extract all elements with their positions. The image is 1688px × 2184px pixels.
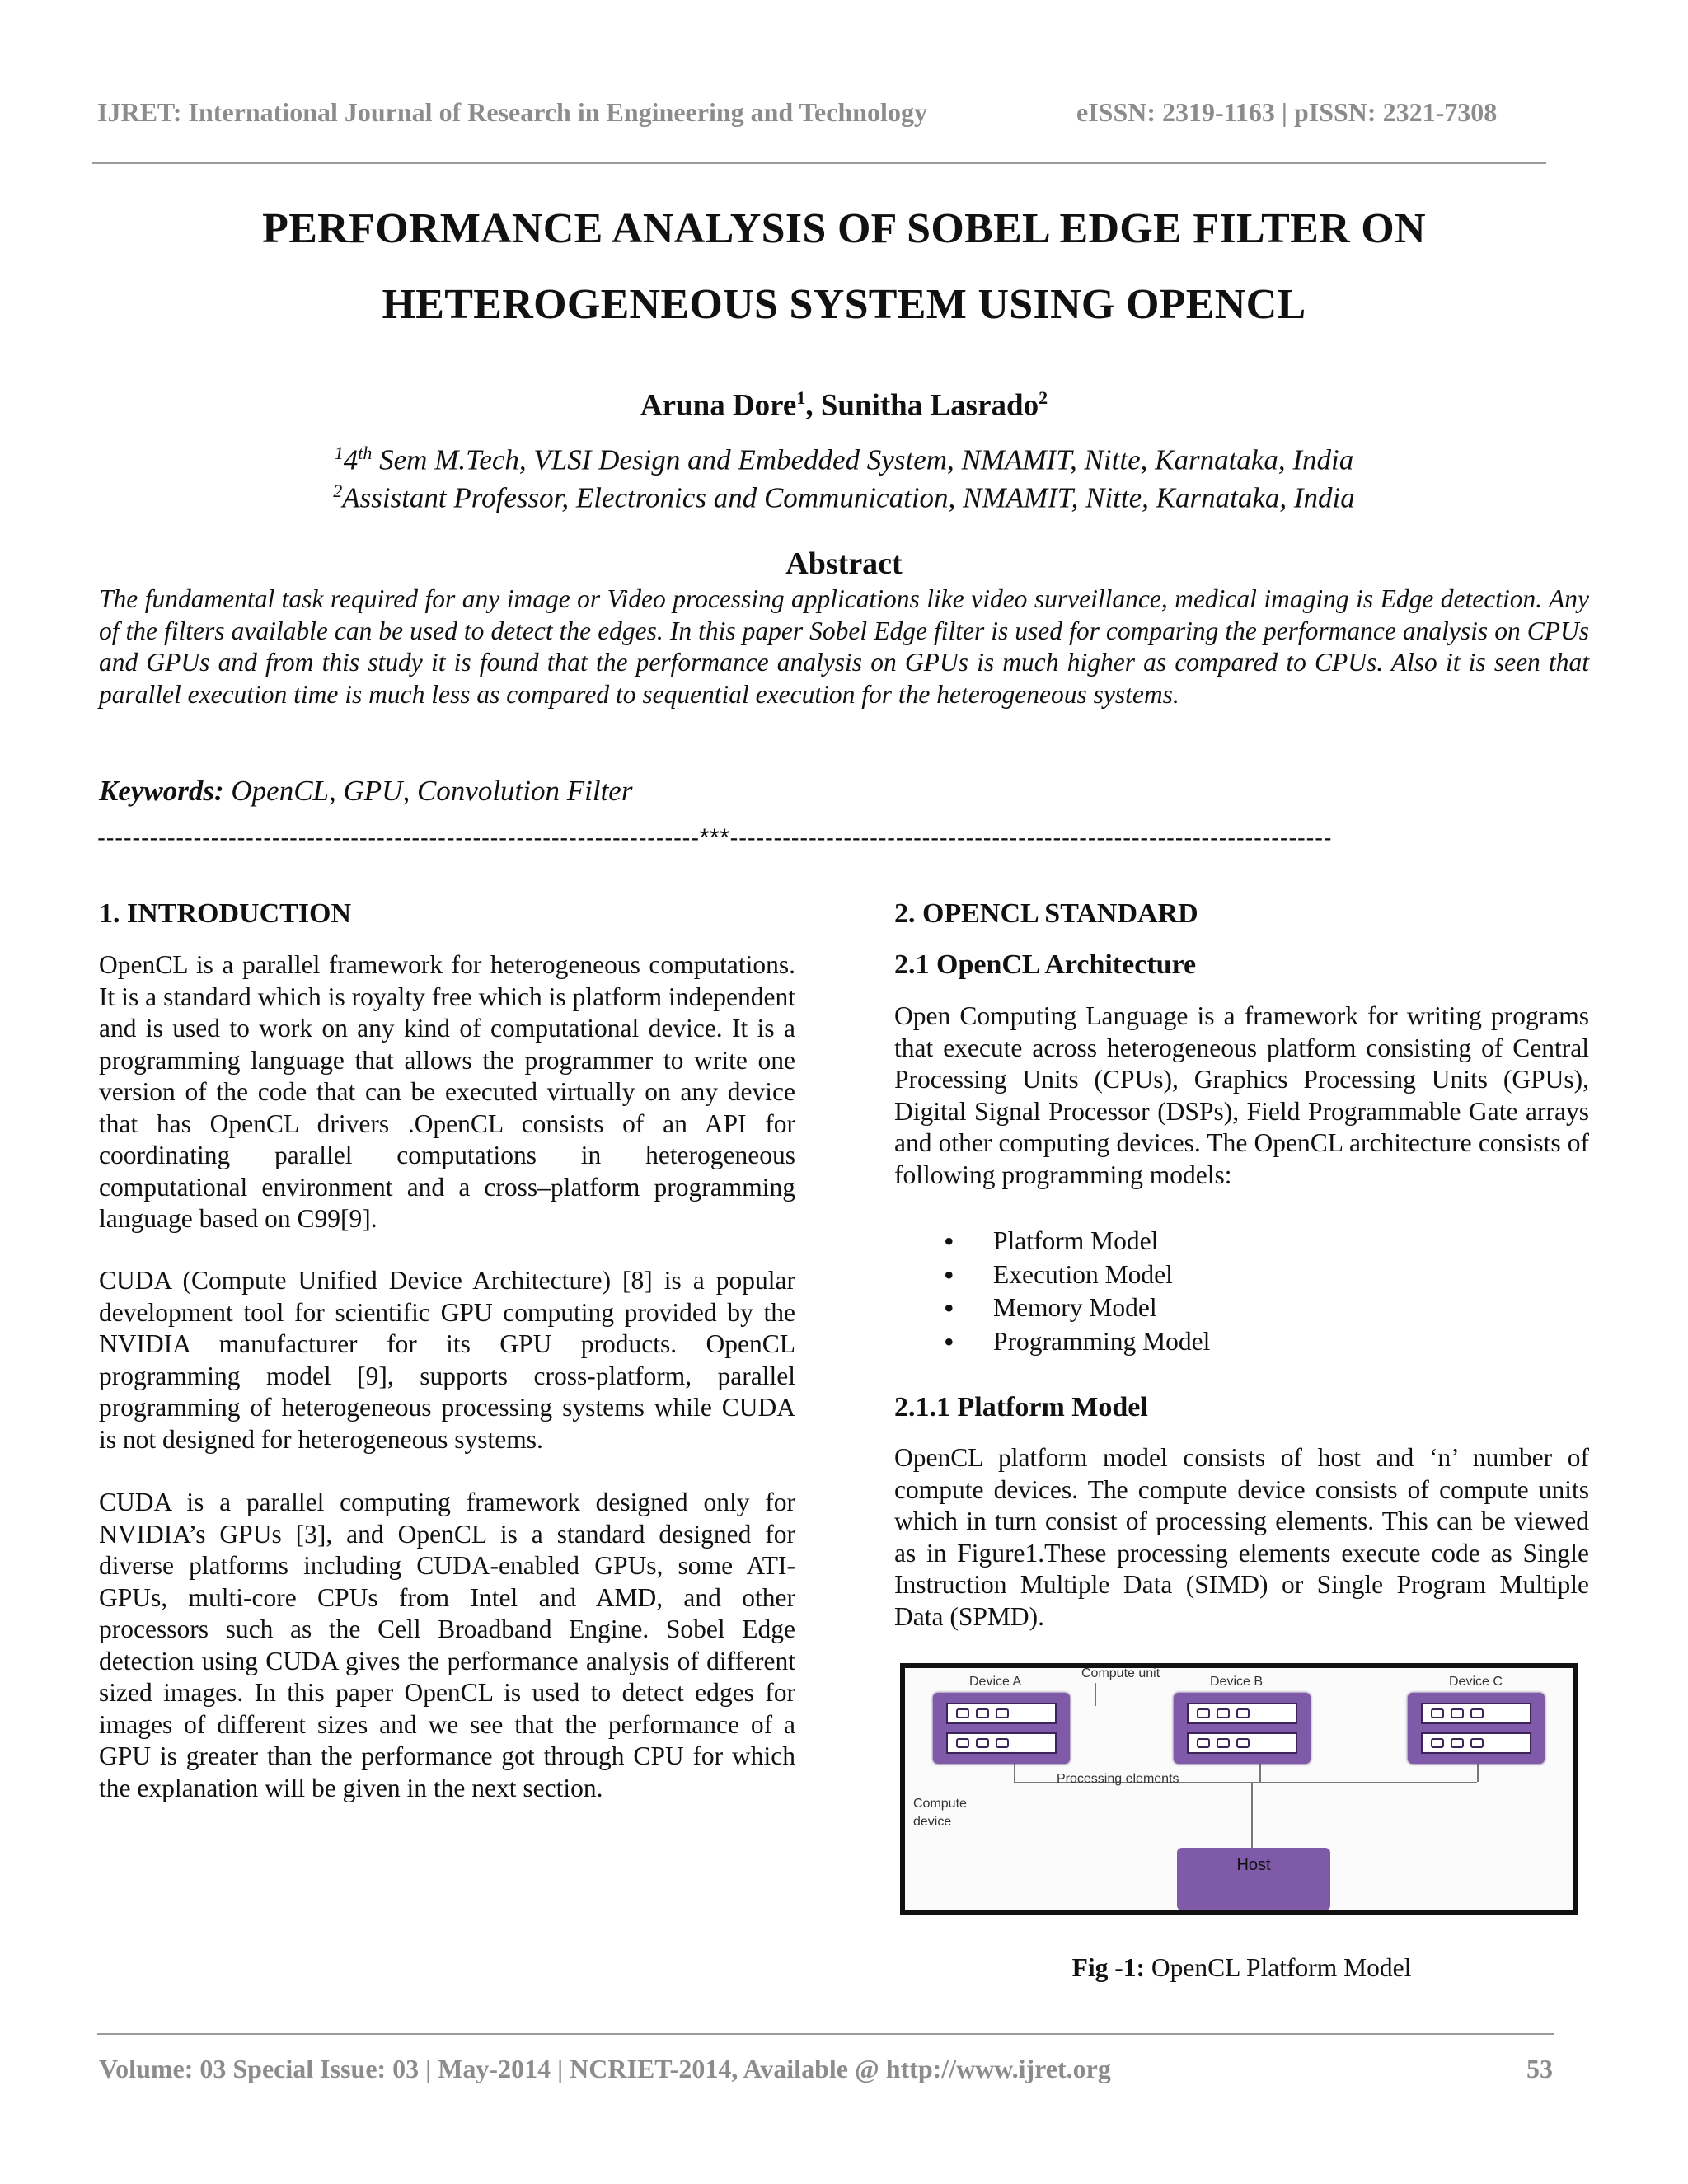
paper-title-line-2: HETEROGENEOUS SYSTEM USING OPENCL — [382, 281, 1306, 328]
figure-caption — [894, 1953, 1589, 1983]
introduction-paragraph-2: CUDA (Compute Unified Device Architecture) [8] is a popular development tool for scientific GPU computing provided by the NVIDIA manufacturer for its GPU products. OpenCL programming model [9], supports cross-platform, parallel programming of heterogeneous processing systems while CUDA is not designed for heterogeneous systems. — [99, 1266, 795, 1454]
processing-elements-label: Processing elements — [1057, 1772, 1179, 1786]
abstract-heading: Abstract — [785, 546, 903, 581]
opencl-architecture-heading: 2.1 OpenCL Architecture — [894, 949, 1197, 980]
affiliation-2 — [0, 480, 1688, 515]
processing-element — [1470, 1738, 1484, 1748]
processing-element — [976, 1738, 989, 1748]
affiliation-1-text: Sem M.Tech, VLSI Design and Embedded System, NMAMIT, Nitte, Karnataka, India — [372, 443, 1354, 476]
list-item: • Programming Model — [894, 1325, 1589, 1359]
authors — [0, 387, 1688, 423]
keywords-label: Keywords: — [99, 775, 224, 807]
processing-element — [976, 1708, 989, 1718]
device-b-label: Device B — [1210, 1675, 1264, 1689]
abstract-body: The fundamental task required for any image or Video processing applications like video surveillance, medical imaging is Edge detection. Any of the filters available can be used to detect the edges. In this paper Sobel Edge filter is used for comparing the performance analysis on CPUs and GPUs and from this study it is found that the performance analysis on GPUs is much higher as compared to CPUs. Also it is seen that parallel execution time is much less as compared to sequential execution for the heterogeneous systems. — [99, 584, 1589, 709]
pointer-line — [1095, 1683, 1096, 1706]
processing-element — [1217, 1708, 1230, 1718]
keywords-value: OpenCL, GPU, Convolution Filter — [223, 775, 633, 807]
compute-unit — [1187, 1732, 1297, 1754]
issn: eISSN: 2319-1163 | pISSN: 2321-7308 — [1076, 97, 1498, 127]
compute-unit — [1421, 1703, 1531, 1724]
page-number: 53 — [1526, 2054, 1553, 2083]
header-rule — [92, 162, 1546, 164]
author-1-sup: 1 — [796, 387, 806, 408]
affiliation-1-sup: 1 — [334, 443, 344, 463]
compute-unit-label: Compute unit — [1081, 1666, 1160, 1680]
processing-element — [1236, 1738, 1250, 1748]
affiliation-1-ordinal: 4 — [343, 443, 359, 476]
list-item: • Memory Model — [894, 1291, 1589, 1325]
author-1: Aruna Dore — [640, 388, 797, 423]
paper-title-line-1: PERFORMANCE ANALYSIS OF SOBEL EDGE FILTER ON — [262, 205, 1426, 252]
opencl-standard-heading: 2. OPENCL STANDARD — [894, 898, 1198, 929]
figure-caption-label: Fig -1: — [1071, 1953, 1145, 1982]
affiliation-2-sup: 2 — [333, 480, 343, 501]
author-2: Sunitha Lasrado — [820, 388, 1039, 423]
compute-unit — [946, 1732, 1057, 1754]
device-a-label: Device A — [969, 1675, 1022, 1689]
introduction-paragraph-1: OpenCL is a parallel framework for heterogeneous computations. It is a standard which is royalty free which is platform independent and is used to work on any kind of computational device. It is a programming language that allows the programmer to write one version of the code that can be executed virtually on any device that has OpenCL drivers .OpenCL consists of an API for coordinating parallel computations in heterogeneous computational environment and a cross–platform programming language based on C99[9]. — [99, 950, 795, 1233]
affiliation-1-ordinal-sup: th — [358, 443, 373, 463]
introduction-heading: 1. INTRODUCTION — [99, 898, 352, 929]
host-box — [1177, 1848, 1330, 1910]
list-item: • Execution Model — [894, 1258, 1589, 1292]
programming-models-list — [894, 1225, 1589, 1358]
connector-line — [1251, 1782, 1253, 1848]
footer-volume: Volume: 03 Special Issue: 03 | May-2014 | NCRIET-2014, Available @ http://www.ijret.org — [99, 2054, 1111, 2083]
journal-name: IJRET: International Journal of Research in Engineering and Technology — [97, 97, 927, 127]
compute-unit — [946, 1703, 1057, 1724]
processing-element — [996, 1738, 1009, 1748]
compute-device-label-line-1: Compute — [913, 1797, 967, 1811]
processing-element — [1197, 1738, 1210, 1748]
processing-element — [1197, 1708, 1210, 1718]
footer-rule — [97, 2033, 1554, 2035]
compute-unit — [1421, 1732, 1531, 1754]
processing-element — [956, 1708, 969, 1718]
author-separator: , — [805, 388, 821, 423]
processing-element — [1236, 1708, 1250, 1718]
processing-element — [956, 1738, 969, 1748]
processing-element — [1451, 1738, 1464, 1748]
platform-model-body: OpenCL platform model consists of host and ‘n’ number of compute devices. The compute device consists of compute units which in turn consist of processing elements. This can be viewed as in Figure1.These processing elements execute code as Single Instruction Multiple Data (SIMD) or Single Program Multiple Data (SPMD). — [894, 1443, 1589, 1631]
section-separator: ---------------------------------------------------------------------***--------------------------------------------------------------------- — [97, 824, 1333, 851]
processing-element — [996, 1708, 1009, 1718]
host-label: Host — [1236, 1856, 1271, 1874]
affiliation-2-text: Assistant Professor, Electronics and Communication, NMAMIT, Nitte, Karnataka, India — [342, 481, 1355, 514]
processing-element — [1431, 1708, 1444, 1718]
device-b — [1174, 1693, 1311, 1764]
compute-device-label-line-2: device — [913, 1815, 952, 1829]
keywords — [99, 775, 632, 808]
processing-element — [1470, 1708, 1484, 1718]
author-2-sup: 2 — [1039, 387, 1048, 408]
device-a — [933, 1693, 1070, 1764]
processing-element — [1451, 1708, 1464, 1718]
list-item: • Platform Model — [894, 1225, 1589, 1258]
platform-model-heading: 2.1.1 Platform Model — [894, 1392, 1148, 1422]
figure-caption-text: OpenCL Platform Model — [1144, 1953, 1412, 1982]
device-c — [1408, 1693, 1545, 1764]
processing-element — [1431, 1738, 1444, 1748]
opencl-architecture-body: Open Computing Language is a framework for writing programs that execute across heterogeneous platform consisting of Central Processing Units (CPUs), Graphics Processing Units (GPUs), Digital Signal Processor (DSPs), Field Programmable Gate arrays and other computing devices. The OpenCL architecture consists of following programming models: — [894, 1001, 1589, 1189]
compute-unit — [1187, 1703, 1297, 1724]
introduction-paragraph-3: CUDA is a parallel computing framework designed only for NVIDIA’s GPUs [3], and OpenCL is a standard designed for diverse platforms including CUDA-enabled GPUs, some ATI-GPUs, multi-core CPUs from Intel and AMD, and other processors such as the Cell Broadband Engine. Sobel Edge detection using CUDA gives the performance analysis of different sized images. In this paper OpenCL is used to detect edges for images of different sizes and we see that the performance of a GPU is greater than the performance got through CPU for which the explanation will be given in the next section. — [99, 1488, 795, 1802]
affiliation-1 — [0, 443, 1688, 477]
device-c-label: Device C — [1449, 1675, 1503, 1689]
opencl-platform-model-figure — [900, 1663, 1578, 1915]
processing-element — [1217, 1738, 1230, 1748]
